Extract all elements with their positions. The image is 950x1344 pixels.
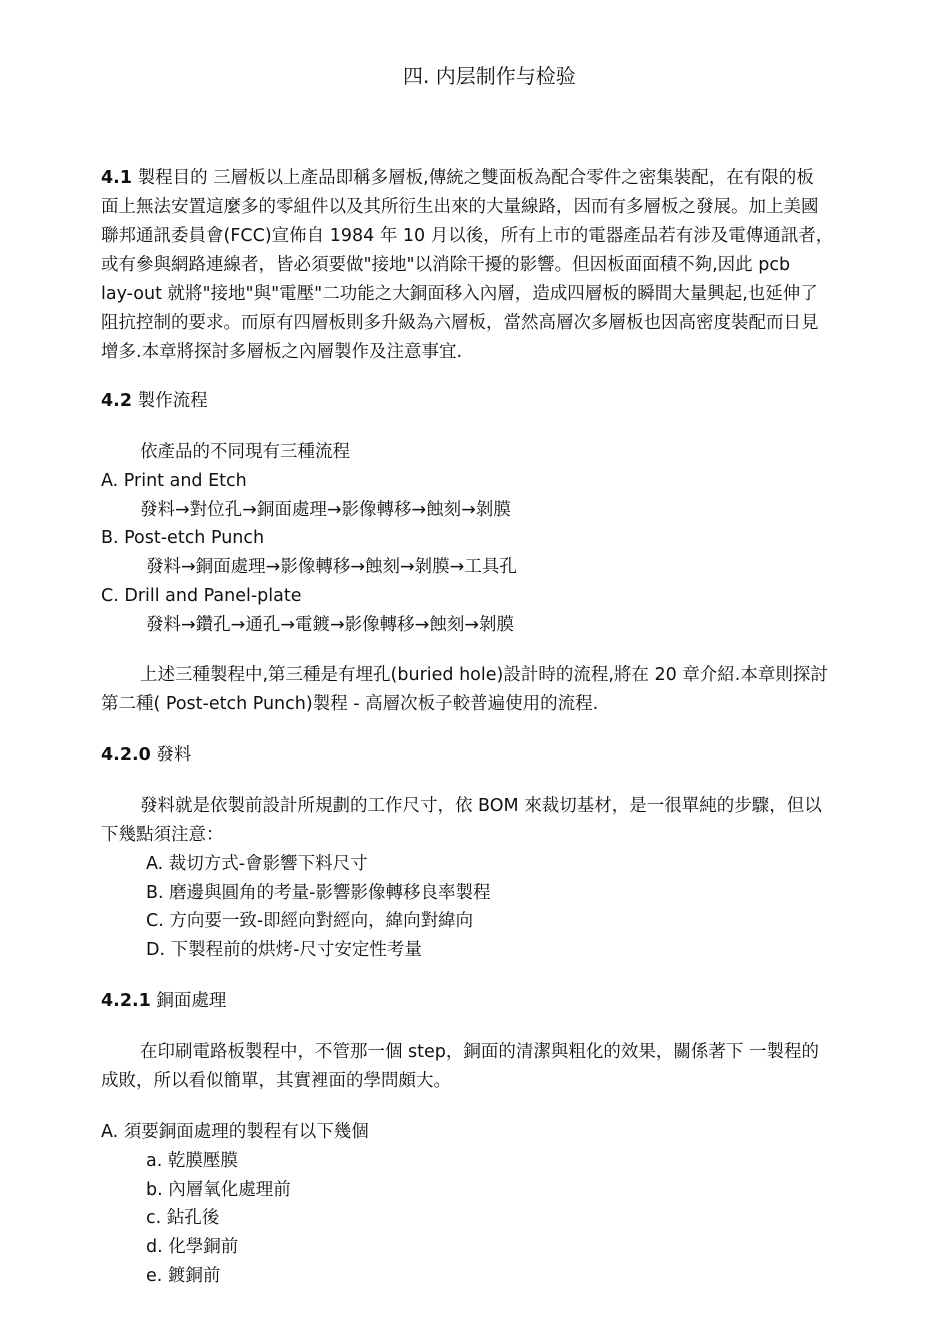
section-number: 4.2 (101, 391, 133, 411)
flow-steps: 發料→銅面處理→影像轉移→蝕刻→剝膜→工具孔 (146, 557, 517, 577)
list-item: D. 下製程前的烘烤-尺寸安定性考量 (146, 940, 422, 960)
flow-label: C. Drill and Panel-plate (101, 586, 302, 606)
flow-intro: 依產品的不同現有三種流程 (140, 442, 350, 462)
flow-label: A. Print and Etch (101, 471, 247, 491)
list-item: b. 內層氧化處理前 (146, 1180, 291, 1200)
paragraph-line: 下幾點須注意： (101, 825, 224, 845)
paragraph-line: 成敗，所以看似簡單，其實裡面的學問頗大。 (101, 1071, 451, 1091)
section-number: 4.1 (101, 168, 133, 188)
flow-steps: 發料→鑽孔→通孔→電鍍→影像轉移→蝕刻→剝膜 (146, 615, 514, 635)
section-4-1-line: 阻抗控制的要求。而原有四層板則多升級為六層板，當然高層次多層板也因高密度裝配而日見 (101, 313, 819, 333)
list-item: A. 裁切方式-會影響下料尺寸 (146, 854, 368, 874)
list-item: a. 乾膜壓膜 (146, 1151, 238, 1171)
summary-line: 上述三種製程中,第三種是有埋孔(buried hole)設計時的流程,將在 20 章介紹.本章則探討 (140, 665, 828, 685)
list-item: c. 鉆孔後 (146, 1208, 220, 1228)
flow-steps: 發料→對位孔→銅面處理→影像轉移→蝕刻→剝膜 (140, 500, 511, 520)
section-4-1-line: 4.1 製程目的 三層板以上產品即稱多層板,傳統之雙面板為配合零件之密集裝配，在有限的板 (101, 168, 814, 188)
list-item: e. 鍍銅前 (146, 1266, 221, 1286)
paragraph-line: 發料就是依製前設計所規劃的工作尺寸，依 BOM 來裁切基材，是一很單純的步驟，但以 (140, 796, 822, 816)
section-4-1-line: 增多.本章將探討多層板之內層製作及注意事宜. (101, 342, 463, 362)
list-item: B. 磨邊與圓角的考量-影響影像轉移良率製程 (146, 883, 491, 903)
flow-label: B. Post-etch Punch (101, 528, 265, 548)
summary-line: 第二種( Post-etch Punch)製程 - 高層次板子較普遍使用的流程. (101, 694, 599, 714)
paragraph-line: 在印刷電路板製程中，不管那一個 step，銅面的清潔與粗化的效果，關係著下 一製程的 (140, 1042, 819, 1062)
section-number: 4.2.0 (101, 745, 151, 765)
section-4-1-line: 或有參與網路連線者，皆必須要做"接地"以消除干擾的影響。但因板面面積不夠,因此 pcb (101, 255, 791, 275)
page-title: 四. 内层制作与检验 (403, 64, 576, 88)
section-4-1-line: 聯邦通訊委員會(FCC)宣佈自 1984 年 10 月以後，所有上市的電器產品若有涉及電傳通訊者， (101, 226, 834, 246)
section-4-1-line: lay-out 就將"接地"與"電壓"二功能之大銅面移入內層，造成四層板的瞬間大量興起,也延伸了 (101, 284, 818, 304)
section-4-2-0-heading: 4.2.0 發料 (101, 745, 192, 765)
section-4-2-heading: 4.2 製作流程 (101, 391, 208, 411)
section-4-1-line: 面上無法安置這麼多的零組件以及其所衍生出來的大量線路，因而有多層板之發展。加上美國 (101, 197, 819, 217)
list-title: A. 須要銅面處理的製程有以下幾個 (101, 1122, 369, 1142)
list-item: d. 化學銅前 (146, 1237, 239, 1257)
list-item: C. 方向要一致-即經向對經向，緯向對緯向 (146, 911, 474, 931)
section-number: 4.2.1 (101, 991, 151, 1011)
section-4-2-1-heading: 4.2.1 銅面處理 (101, 991, 227, 1011)
